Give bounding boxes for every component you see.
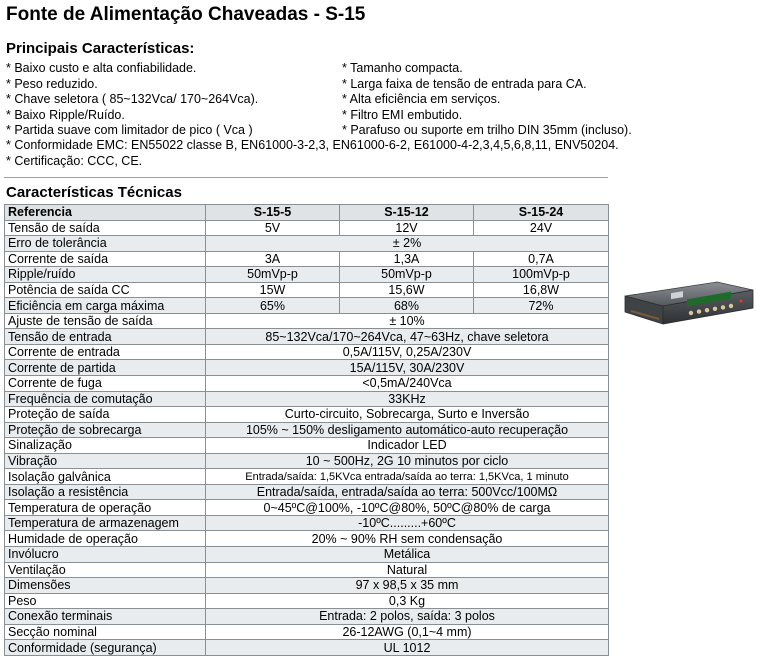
- table-row: [5, 391, 609, 407]
- row-label: Humidade de operação: [5, 531, 206, 547]
- row-label: Invólucro: [5, 547, 206, 563]
- row-value: 1,3A: [340, 251, 474, 267]
- feature-item: * Filtro EMI embutido.: [342, 107, 463, 122]
- feature-item: * Peso reduzido.: [6, 76, 98, 91]
- table-row: [5, 344, 609, 360]
- row-label: Corrente de saída: [5, 251, 206, 267]
- table-row: [5, 313, 609, 329]
- features-full-list: [6, 138, 619, 169]
- header-cell: S-15-12: [340, 205, 474, 221]
- table-row: [5, 407, 609, 423]
- table-row: [5, 220, 609, 236]
- header-cell: Referencia: [5, 205, 206, 221]
- row-label: Corrente de partida: [5, 360, 206, 376]
- row-value: UL 1012: [206, 640, 609, 656]
- row-label: Erro de tolerância: [5, 236, 206, 252]
- row-value: Curto-circuito, Sobrecarga, Surto e Inversão: [206, 407, 609, 423]
- row-value: -10ºC.........+60ºC: [206, 515, 609, 531]
- feature-item: * Baixo custo e alta confiabilidade.: [6, 61, 197, 75]
- table-row: [5, 236, 609, 252]
- row-value: 72%: [474, 298, 609, 314]
- row-value: 65%: [206, 298, 340, 314]
- row-value: 50mVp-p: [340, 267, 474, 283]
- row-value: Entrada/saída, entrada/saída ao terra: 500Vcc/100MΩ: [206, 484, 609, 500]
- table-row: [5, 469, 609, 485]
- section-divider: [4, 177, 608, 178]
- row-value: 16,8W: [474, 282, 609, 298]
- table-row: [5, 500, 609, 516]
- row-value: 85~132Vca/170~264Vca, 47~63Hz, chave seletora: [206, 329, 609, 345]
- table-row: [5, 531, 609, 547]
- row-label: Corrente de fuga: [5, 376, 206, 392]
- row-value: 15W: [206, 282, 340, 298]
- feature-item: * Conformidade EMC: EN55022 classe B, EN61000-3-2,3, EN61000-6-2, E61000-4-2,3,4,5,6,8,11, ENV50204.: [6, 138, 619, 152]
- table-header-row: [5, 205, 609, 221]
- row-label: Secção nominal: [5, 624, 206, 640]
- table-row: [5, 422, 609, 438]
- row-label: Ajuste de tensão de saída: [5, 313, 206, 329]
- row-value: <0,5mA/240Vca: [206, 376, 609, 392]
- row-label: Potência de saída CC: [5, 282, 206, 298]
- row-label: Dimensões: [5, 578, 206, 594]
- row-label: Ventilação: [5, 562, 206, 578]
- row-label: Tensão de entrada: [5, 329, 206, 345]
- row-value: 100mVp-p: [474, 267, 609, 283]
- table-row: [5, 329, 609, 345]
- row-value: 33KHz: [206, 391, 609, 407]
- row-label: Frequência de comutação: [5, 391, 206, 407]
- row-label: Ripple/ruído: [5, 267, 206, 283]
- table-row: [5, 298, 609, 314]
- row-value: 0,3 Kg: [206, 593, 609, 609]
- row-value: 24V: [474, 220, 609, 236]
- feature-item: * Certificação: CCC, CE.: [6, 153, 143, 168]
- row-value: Metálica: [206, 547, 609, 563]
- row-label: Temperatura de armazenagem: [5, 515, 206, 531]
- features-right-list: [342, 61, 632, 139]
- row-label: Corrente de entrada: [5, 344, 206, 360]
- table-row: [5, 624, 609, 640]
- spec-table: [4, 204, 609, 656]
- feature-item: * Partida suave com limitador de pico ( Vca ): [6, 123, 253, 137]
- row-label: Conexão terminais: [5, 609, 206, 625]
- row-label: Temperatura de operação: [5, 500, 206, 516]
- row-value: 5V: [206, 220, 340, 236]
- table-row: [5, 267, 609, 283]
- row-label: Tensão de saída: [5, 220, 206, 236]
- table-row: [5, 438, 609, 454]
- table-row: [5, 547, 609, 563]
- table-row: [5, 593, 609, 609]
- row-value: 15A/115V, 30A/230V: [206, 360, 609, 376]
- table-row: [5, 282, 609, 298]
- table-row: [5, 484, 609, 500]
- row-value: Indicador LED: [206, 438, 609, 454]
- table-row: [5, 609, 609, 625]
- header-cell: S-15-5: [206, 205, 340, 221]
- table-row: [5, 376, 609, 392]
- features-heading: Principais Características:: [6, 40, 195, 57]
- feature-item: * Alta eficiência em serviços.: [342, 92, 501, 106]
- row-value: ± 2%: [206, 236, 609, 252]
- row-value: 15,6W: [340, 282, 474, 298]
- page-title: Fonte de Alimentação Chaveadas - S-15: [6, 4, 366, 25]
- row-value: 0,5A/115V, 0,25A/230V: [206, 344, 609, 360]
- table-row: [5, 515, 609, 531]
- row-label: Proteção de sobrecarga: [5, 422, 206, 438]
- row-value: Entrada/saída: 1,5KVca entrada/saída ao terra: 1,5KVca, 1 minuto: [206, 469, 609, 485]
- features-left-list: [6, 61, 258, 139]
- row-value: 0,7A: [474, 251, 609, 267]
- table-row: [5, 251, 609, 267]
- row-value: ± 10%: [206, 313, 609, 329]
- row-value: 10 ~ 500Hz, 2G 10 minutos por ciclo: [206, 453, 609, 469]
- header-cell: S-15-24: [474, 205, 609, 221]
- row-label: Peso: [5, 593, 206, 609]
- row-label: Eficiência em carga máxima: [5, 298, 206, 314]
- tech-heading: Características Técnicas: [6, 184, 182, 201]
- row-value: 68%: [340, 298, 474, 314]
- feature-item: * Parafuso ou suporte em trilho DIN 35mm (incluso).: [342, 123, 632, 137]
- row-value: 50mVp-p: [206, 267, 340, 283]
- feature-item: * Baixo Ripple/Ruído.: [6, 107, 125, 122]
- row-label: Isolação a resistência: [5, 484, 206, 500]
- row-label: Proteção de saída: [5, 407, 206, 423]
- feature-item: * Tamanho compacta.: [342, 61, 463, 75]
- table-row: [5, 453, 609, 469]
- table-row: [5, 360, 609, 376]
- power-supply-product-photo: [621, 276, 757, 328]
- row-value: 105% ~ 150% desligamento automático-auto recuperação: [206, 422, 609, 438]
- row-value: Entrada: 2 polos, saída: 3 polos: [206, 609, 609, 625]
- table-row: [5, 562, 609, 578]
- row-value: 3A: [206, 251, 340, 267]
- row-value: 0~45ºC@100%, -10ºC@80%, 50ºC@80% de carga: [206, 500, 609, 516]
- row-label: Sinalização: [5, 438, 206, 454]
- row-value: 12V: [340, 220, 474, 236]
- row-value: 20% ~ 90% RH sem condensação: [206, 531, 609, 547]
- row-label: Isolação galvânica: [5, 469, 206, 485]
- feature-item: * Chave seletora ( 85~132Vca/ 170~264Vca).: [6, 92, 259, 106]
- row-value: 26-12AWG (0,1~4 mm): [206, 624, 609, 640]
- table-row: [5, 578, 609, 594]
- feature-item: * Larga faixa de tensão de entrada para CA.: [342, 76, 587, 91]
- row-value: 97 x 98,5 x 35 mm: [206, 578, 609, 594]
- row-value: Natural: [206, 562, 609, 578]
- row-label: Conformidade (segurança): [5, 640, 206, 656]
- table-row: [5, 640, 609, 656]
- row-label: Vibração: [5, 453, 206, 469]
